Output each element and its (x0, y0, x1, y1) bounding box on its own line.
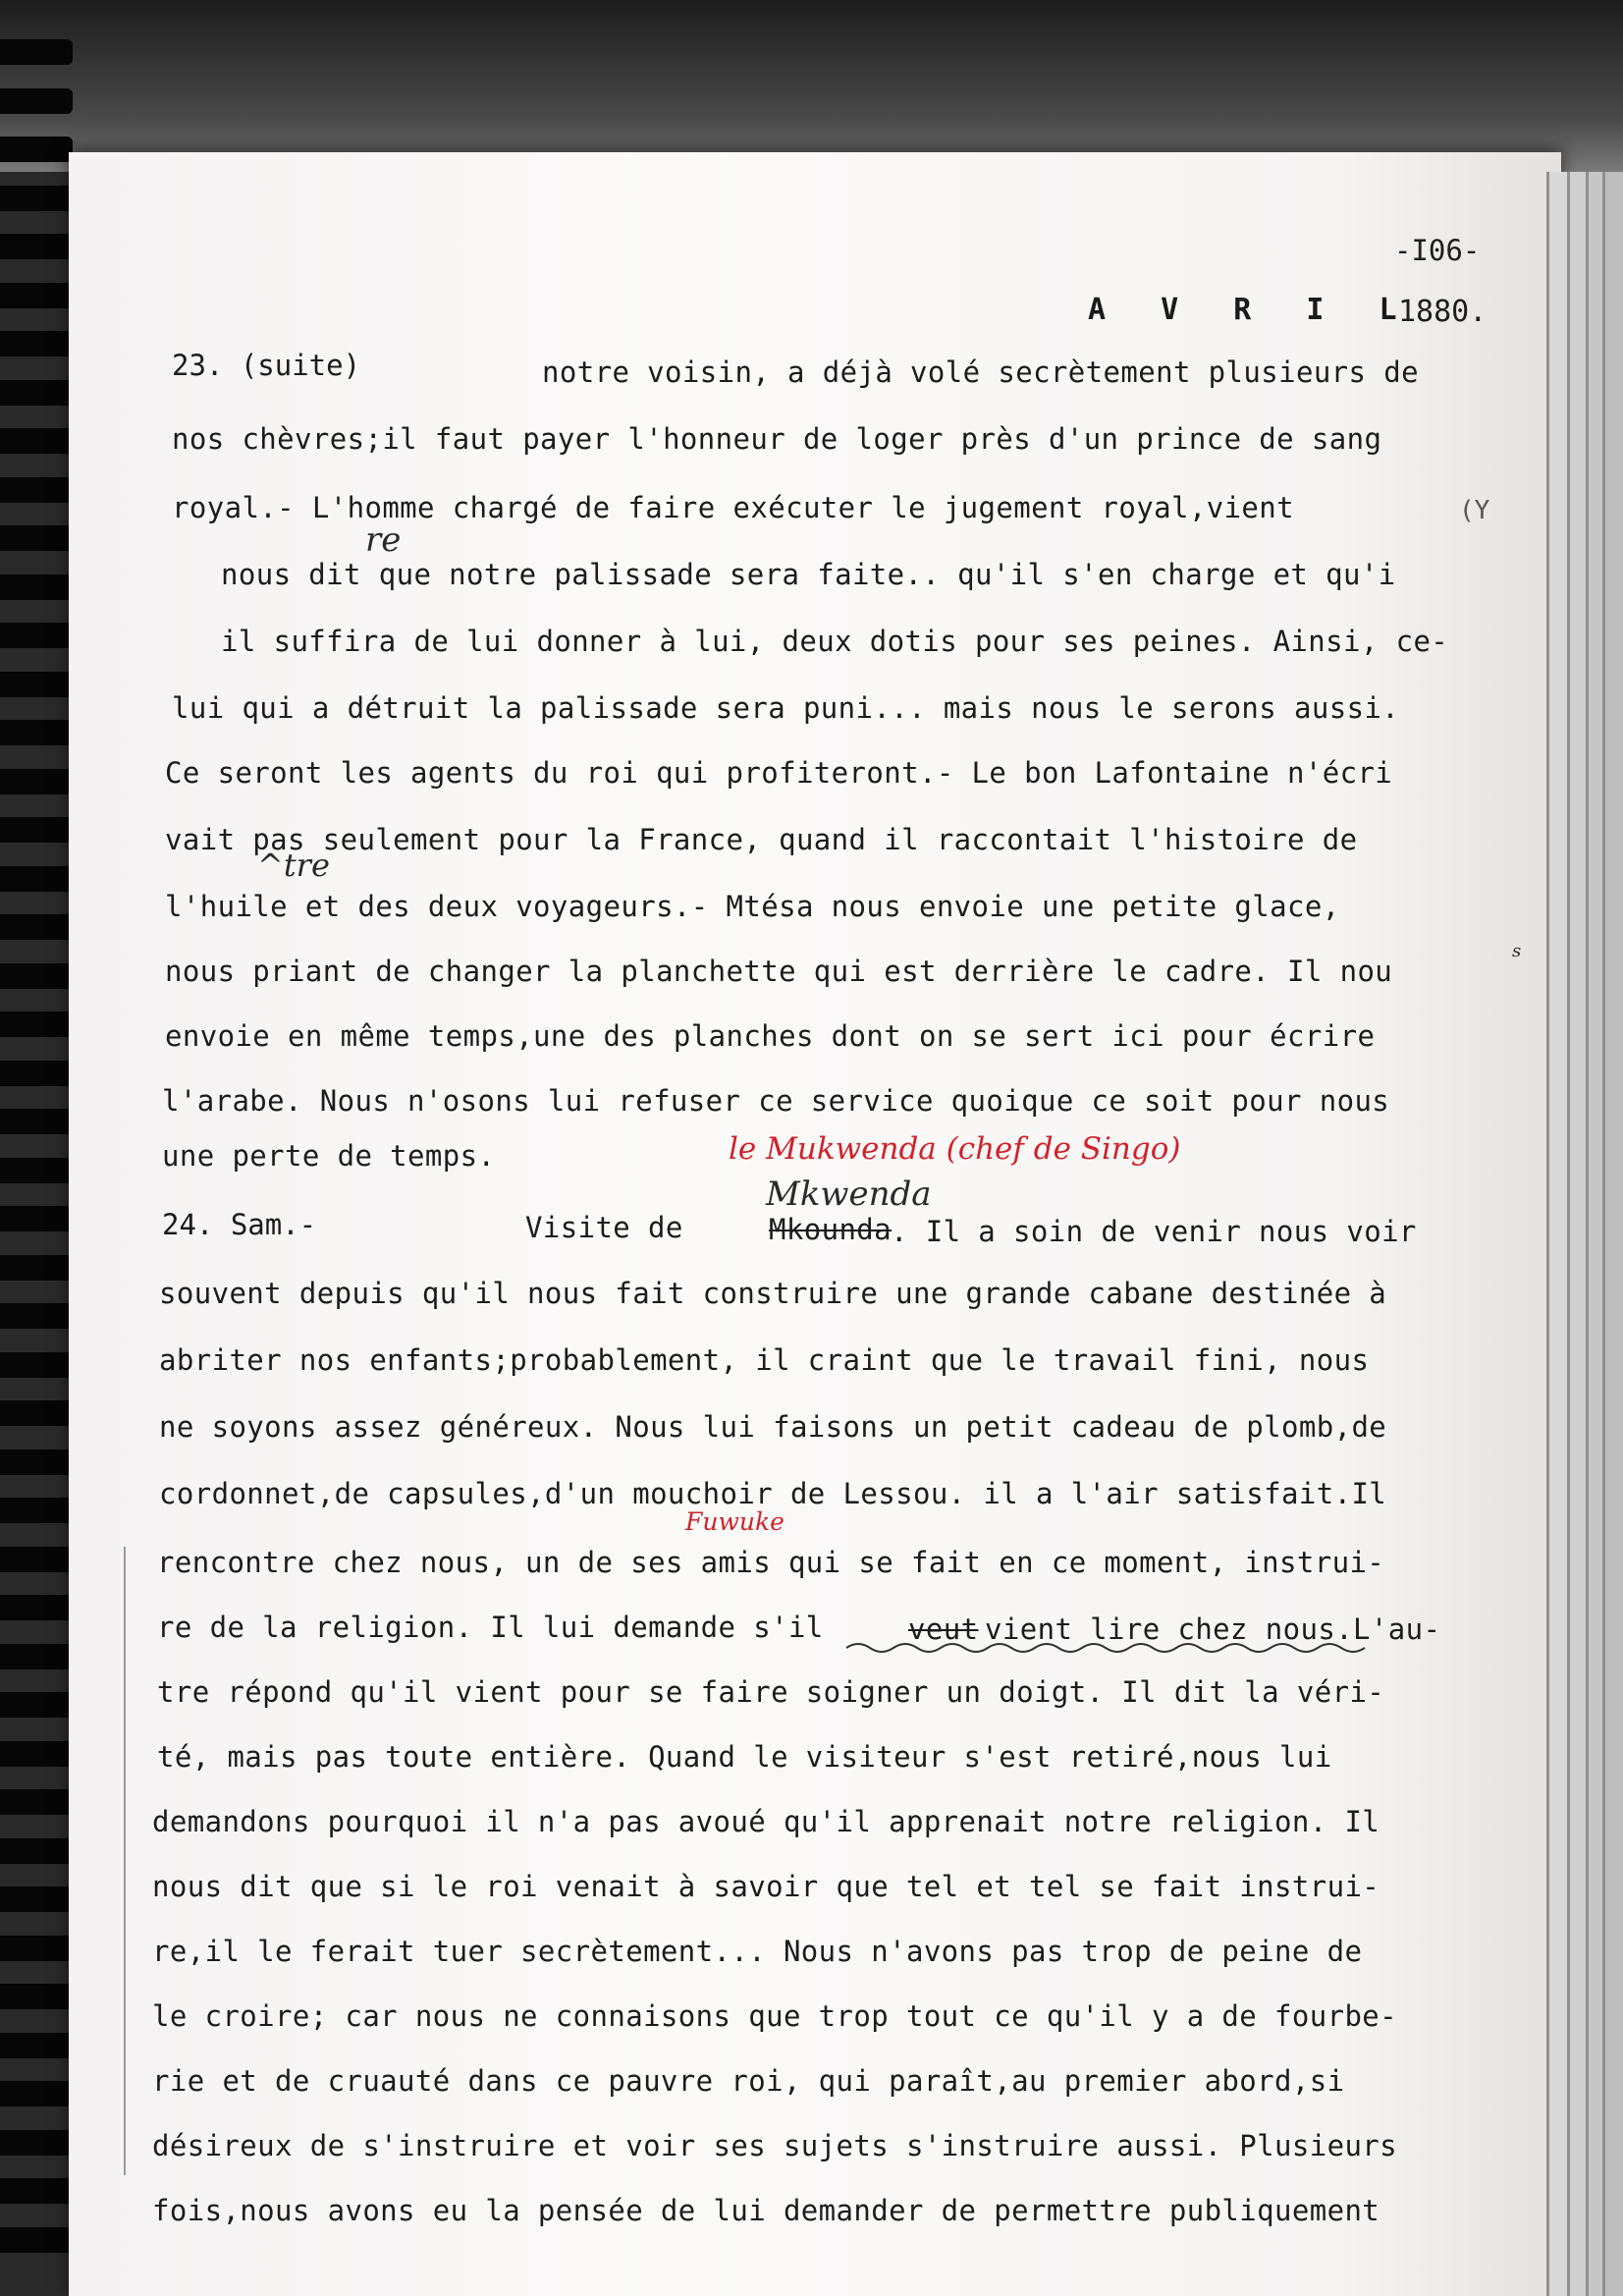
text-line: re de la religion. Il lui demande s'il (157, 1611, 824, 1644)
text-line: ne soyons assez généreux. Nous lui faisons un petit cadeau de plomb,de (159, 1410, 1387, 1444)
text-line: tre répond qu'il vient pour se faire soigner un doigt. Il dit la véri- (157, 1675, 1385, 1709)
text-line: nous dit que notre palissade sera faite.. qu'il s'en charge et qu'i (221, 558, 1396, 591)
text-line: vient lire chez nous.L'au- (985, 1613, 1441, 1646)
entry-label: 23. (suite) (172, 349, 361, 382)
red-annotation: Fuwuke (685, 1507, 784, 1536)
text-line: nos chèvres;il faut payer l'honneur de loger près d'un prince de sang (172, 422, 1382, 456)
text-line: abriter nos enfants;probablement, il craint que le travail fini, nous (159, 1343, 1370, 1377)
text-line: rie et de cruauté dans ce pauvre roi, qui paraît,au premier abord,si (152, 2064, 1345, 2098)
text-line: l'huile et des deux voyageurs.- Mtésa nous envoie une petite glace, (165, 890, 1340, 923)
year-heading: 1880. (1398, 295, 1488, 329)
text-line: fois,nous avons eu la pensée de lui demander de permettre publiquement (152, 2194, 1380, 2227)
text-line: demandons pourquoi il n'a pas avoué qu'il apprenait notre religion. Il (152, 1805, 1380, 1838)
handwritten-insert: re (365, 520, 402, 560)
text-line: nous priant de changer la planchette qui est derrière le cadre. Il nou (165, 955, 1393, 988)
text-line: Visite de (525, 1211, 683, 1244)
text-line: nous dit que si le roi venait à savoir que tel et tel se fait instrui- (152, 1870, 1380, 1903)
struck-text: veut (908, 1613, 979, 1646)
text-line: royal.- L'homme chargé de faire exécuter le jugement royal,vient (172, 491, 1295, 524)
handwritten-insert: ^tre (257, 847, 330, 884)
text-line: souvent depuis qu'il nous fait construire une grande cabane destinée à (159, 1277, 1387, 1310)
text-line: té, mais pas toute entière. Quand le visiteur s'est retiré,nous lui (157, 1740, 1332, 1774)
text-line: re,il le ferait tuer secrètement... Nous n'avons pas trop de peine de (152, 1935, 1363, 1968)
margin-pencil-line (124, 1547, 126, 2175)
text-line: il suffira de lui donner à lui, deux dotis pour ses peines. Ainsi, ce- (221, 625, 1449, 658)
text-line: Ce seront les agents du roi qui profiteront.- Le bon Lafontaine n'écri (165, 756, 1393, 790)
entry-label: 24. Sam.- (162, 1208, 317, 1241)
text-line: vait pas seulement pour la France, quand il raccontait l'histoire de (165, 823, 1358, 856)
text-line: envoie en même temps,une des planches dont on se sert ici pour écrire (165, 1019, 1376, 1053)
margin-mark-paren: (Y (1459, 496, 1490, 525)
text-line: cordonnet,de capsules,d'un mouchoir de Lessou. il a l'air satisfait.Il (159, 1477, 1387, 1510)
text-line: . Il a soin de venir nous voir (891, 1215, 1417, 1248)
margin-mark: s (1512, 941, 1522, 961)
text-line: notre voisin, a déjà volé secrètement plusieurs de (542, 355, 1419, 389)
struck-text: Mkounda (769, 1213, 893, 1246)
text-line: lui qui a détruit la palissade sera puni... mais nous le serons aussi. (172, 691, 1400, 725)
handwritten-correction: Mkwenda (766, 1175, 932, 1214)
text-line: le croire; car nous ne connaisons que trop tout ce qu'il y a de fourbe- (152, 1999, 1398, 2033)
month-heading: A V R I L (1088, 293, 1416, 327)
red-annotation: le Mukwenda (chef de Singo) (729, 1131, 1181, 1167)
text-line: désireux de s'instruire et voir ses sujets s'instruire aussi. Plusieurs (152, 2129, 1398, 2162)
text-line: une perte de temps. (162, 1139, 496, 1173)
text-line: l'arabe. Nous n'osons lui refuser ce service quoique ce soit pour nous (162, 1084, 1390, 1118)
text-line: rencontre chez nous, un de ses amis qui se fait en ce moment, instrui- (157, 1546, 1385, 1579)
page-number: -I06- (1394, 234, 1481, 267)
